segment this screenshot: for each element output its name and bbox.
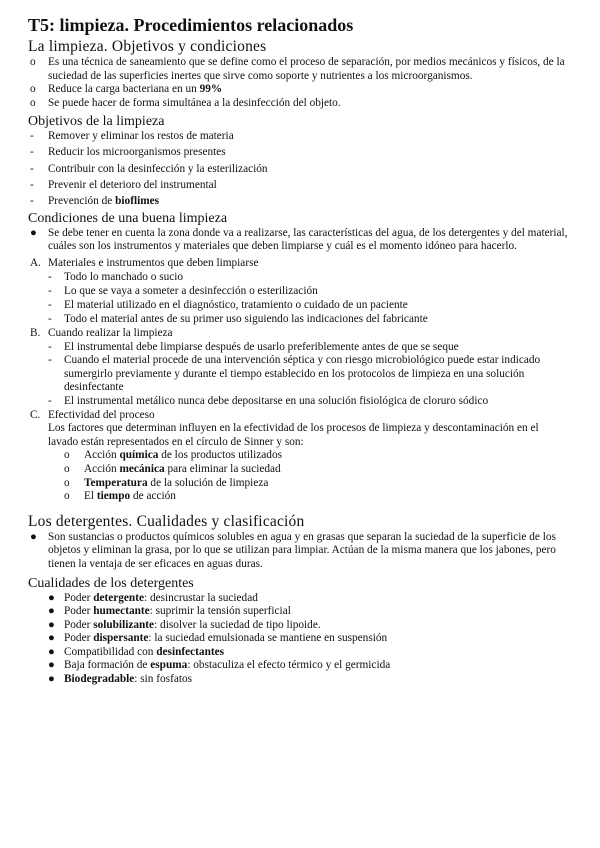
bullet-marker: ● <box>48 632 55 645</box>
list-item: - Lo que se vaya a someter a desinfección o esterilización <box>48 284 318 297</box>
objetivos-list <box>28 130 570 208</box>
condiciones-intro <box>28 227 570 254</box>
limpieza-list <box>28 56 570 110</box>
bullet-marker: ● <box>48 645 55 658</box>
list-item: - Todo el material antes de su primer uso siguiendo las indicaciones del fabricante <box>48 312 428 325</box>
efectividad-text: Los factores que determinan influyen en la efectividad de los procesos de limpieza y descontaminación en el lavado están representados en el círculo de Sinner y son: <box>48 422 539 448</box>
list-item: - Contribuir con la desinfección y la esterilización <box>30 162 268 175</box>
list-item: o El tiempo de acción <box>64 490 176 503</box>
list-item: - Prevención de bioflimes <box>30 194 160 207</box>
dash-marker: - <box>48 394 52 407</box>
list-item: - El instrumental debe limpiarse después de usarlo preferiblemente antes de que se seque <box>48 340 459 353</box>
list-item: - El material utilizado en el diagnóstico, tratamiento o cuidado de un paciente <box>48 298 408 311</box>
subsection-letter: A. <box>30 257 41 270</box>
list-item: ● Poder dispersante: la suciedad emulsionada se mantiene en suspensión <box>48 632 388 645</box>
dash-marker: - <box>48 354 52 367</box>
circle-marker: o <box>64 462 70 475</box>
subsection-title: Cuando realizar la limpieza <box>48 327 173 339</box>
bullet-marker: ● <box>48 591 55 604</box>
list-item: o Acción mecánica para eliminar la suciedad <box>64 462 281 475</box>
section-heading-cualidades: Cualidades de los detergentes <box>28 575 194 591</box>
list-item: o Es una técnica de saneamiento que se define como el proceso de separación, por medios mecánicos y físicos, de la suciedad de las superficies inertes que sirve como soporte y nutrientes a los microorganismos. <box>30 56 565 82</box>
list-item: - El instrumental metálico nunca debe depositarse en una solución fisiológica de cloruro sódico <box>48 394 489 407</box>
dash-marker: - <box>30 194 34 207</box>
list-item: - Cuando el material procede de una intervención séptica y con riesgo microbiológico puede estar indicado sumergirlo previamente y durante el tiempo establecido en los protocolos de limpieza en una solución desinfectante <box>48 354 541 394</box>
list-item: ● Poder detergente: desincrustar la suciedad <box>48 591 258 604</box>
list-item: o Se puede hacer de forma simultánea a la desinfección del objeto. <box>30 96 341 109</box>
dash-marker: - <box>48 298 52 311</box>
bullet-marker: ● <box>30 226 37 239</box>
bullet-marker: ● <box>48 605 55 618</box>
circle-marker: o <box>30 83 36 96</box>
list-item: ● Poder solubilizante: disolver la suciedad de tipo lipoide. <box>48 618 321 631</box>
subsection-title: Materiales e instrumentos que deben limpiarse <box>48 257 259 270</box>
list-item: - Reducir los microorganismos presentes <box>30 146 226 159</box>
dash-marker: - <box>30 178 34 191</box>
bullet-marker: ● <box>48 659 55 672</box>
materiales-list <box>28 271 570 327</box>
dash-marker: - <box>30 130 34 143</box>
list-item: ● Son sustancias o productos químicos solubles en agua y en grasas que separan la suciedad de la superficie de los objetos y eliminan la grasa, por lo que se utilizan para limpiar. Actúan de la misma manera que los jabones, pero tienen la ventaja de ser eficaces en aguas duras. <box>30 530 556 570</box>
list-item: - Todo lo manchado o sucio <box>48 270 184 283</box>
subsection-b <box>28 327 570 341</box>
circle-marker: o <box>30 96 36 109</box>
list-item: ● Compatibilidad con desinfectantes <box>48 645 225 658</box>
dash-marker: - <box>48 340 52 353</box>
cualidades-list <box>28 592 570 687</box>
list-item: ● Baja formación de espuma: obstaculiza el efecto térmico y el germicida <box>48 659 391 672</box>
page-title: T5: limpieza. Procedimientos relacionados <box>28 15 354 35</box>
subsection-title: Efectividad del proceso <box>48 408 155 421</box>
factores-list <box>28 449 570 503</box>
cuando-list <box>28 341 570 409</box>
dash-marker: - <box>48 270 52 283</box>
section-heading-objetivos: Objetivos de la limpieza <box>28 114 165 130</box>
dash-marker: - <box>48 284 52 297</box>
dash-marker: - <box>48 312 52 325</box>
section-heading-detergentes: Los detergentes. Cualidades y clasificación <box>28 512 305 530</box>
circle-marker: o <box>64 490 70 503</box>
subsection-a <box>28 257 570 271</box>
list-item: ● Biodegradable: sin fosfatos <box>48 673 193 686</box>
subsection-c <box>28 409 570 423</box>
subsection-letter: C. <box>30 408 41 421</box>
circle-marker: o <box>30 56 36 68</box>
list-item: - Remover y eliminar los restos de materia <box>30 130 234 143</box>
dash-marker: - <box>30 146 34 159</box>
subsection-letter: B. <box>30 327 41 339</box>
list-item: o Acción química de los productos utilizados <box>64 449 282 462</box>
detergentes-intro <box>28 531 570 572</box>
circle-marker: o <box>64 449 70 462</box>
list-item: ● Poder humectante: suprimir la tensión superficial <box>48 605 291 618</box>
circle-marker: o <box>64 476 70 489</box>
section-heading-limpieza: La limpieza. Objetivos y condiciones <box>28 38 267 55</box>
dash-marker: - <box>30 162 34 175</box>
list-item: o Reduce la carga bacteriana en un 99% <box>30 83 223 96</box>
list-item: ● Se debe tener en cuenta la zona donde va a realizarse, las características del agua, de los detergentes y del material, cuáles son los instrumentos y materiales que deben limpiarse y cuál es el momento idóneo para hacerlo. <box>30 226 568 253</box>
list-item: o Temperatura de la solución de limpieza <box>64 476 269 489</box>
bullet-marker: ● <box>48 618 55 631</box>
bullet-marker: ● <box>48 673 55 686</box>
list-item: - Prevenir el deterioro del instrumental <box>30 178 217 191</box>
section-heading-condiciones: Condiciones de una buena limpieza <box>28 210 228 226</box>
bullet-marker: ● <box>30 530 37 543</box>
